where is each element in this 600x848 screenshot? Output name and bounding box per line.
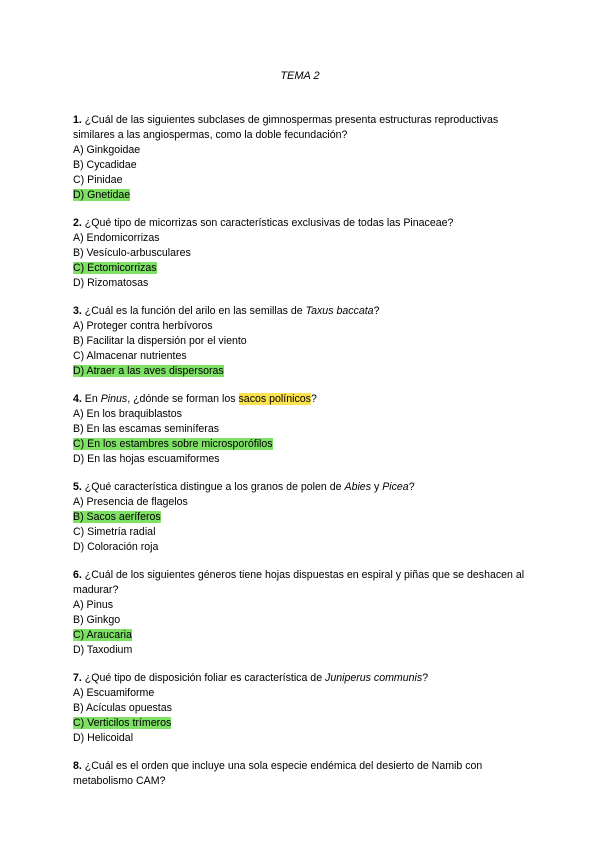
option-a: A) Endomicorrizas xyxy=(73,232,160,244)
option-c: C) Almacenar nutrientes xyxy=(73,350,187,362)
option-d-correct xyxy=(73,364,533,379)
question-number: 1. xyxy=(73,114,82,126)
question-text: 7. ¿Qué tipo de disposición foliar es característica de Juniperus communis? xyxy=(73,672,429,684)
question-3 xyxy=(73,304,533,379)
question-text: 1. ¿Cuál de las siguientes subclases de gimnospermas presenta estructuras reproductivas similares a las angiospermas, como la doble fecundación? xyxy=(73,114,499,141)
question-1 xyxy=(73,113,533,203)
option-b-correct xyxy=(73,510,533,525)
question-text: 8. ¿Cuál es el orden que incluye una sola especie endémica del desierto de Namib con metabolismo CAM? xyxy=(73,760,483,787)
option-b: B) Acículas opuestas xyxy=(73,702,172,714)
question-text: 6. ¿Cuál de los siguientes géneros tiene hojas dispuestas en espiral y piñas que se deshacen al madurar? xyxy=(73,569,525,596)
option-d: D) Helicoidal xyxy=(73,732,134,744)
option-c-correct xyxy=(73,716,533,731)
question-number: 2. xyxy=(73,217,82,229)
page-title: TEMA 2 xyxy=(280,70,320,82)
option-d: D) Rizomatosas xyxy=(73,277,149,289)
question-8 xyxy=(73,759,533,789)
option-b: B) Vesículo-arbusculares xyxy=(73,247,191,259)
correct-answer-highlight: B) Sacos aeríferos xyxy=(73,511,161,523)
option-b: B) En las escamas seminíferas xyxy=(73,423,220,435)
species-name: Taxus baccata xyxy=(305,305,374,317)
term-highlight: sacos polínicos xyxy=(238,393,311,405)
question-number: 5. xyxy=(73,481,82,493)
option-a: A) En los braquiblastos xyxy=(73,408,182,420)
option-b: B) Ginkgo xyxy=(73,614,121,626)
question-2 xyxy=(73,216,533,291)
question-number: 3. xyxy=(73,305,82,317)
option-a: A) Ginkgoidae xyxy=(73,144,141,156)
question-5 xyxy=(73,480,533,555)
genus-name: Abies xyxy=(344,481,371,493)
option-d: D) Taxodium xyxy=(73,644,133,656)
question-6 xyxy=(73,568,533,658)
option-c-correct xyxy=(73,628,533,643)
option-c-correct xyxy=(73,261,533,276)
correct-answer-highlight: C) Ectomicorrizas xyxy=(73,262,157,274)
question-text: 2. ¿Qué tipo de micorrizas son características exclusivas de todas las Pinaceae? xyxy=(73,217,454,229)
correct-answer-highlight: C) Verticilos trímeros xyxy=(73,717,172,729)
option-d: D) En las hojas escuamiformes xyxy=(73,453,220,465)
correct-answer-highlight: D) Gnetidae xyxy=(73,189,131,201)
option-b: B) Cycadidae xyxy=(73,159,137,171)
option-d: D) Coloración roja xyxy=(73,541,159,553)
genus-name: Pinus xyxy=(100,393,128,405)
option-c-correct xyxy=(73,437,533,452)
question-number: 8. xyxy=(73,760,82,772)
question-list xyxy=(73,113,533,802)
option-a: A) Escuamiforme xyxy=(73,687,155,699)
question-text: 4. En Pinus, ¿dónde se forman los sacos polínicos? xyxy=(73,393,317,405)
question-number: 7. xyxy=(73,672,82,684)
correct-answer-highlight: D) Atraer a las aves dispersoras xyxy=(73,365,224,377)
correct-answer-highlight: C) En los estambres sobre microsporófilos xyxy=(73,438,273,450)
option-a: A) Proteger contra herbívoros xyxy=(73,320,213,332)
genus-name: Picea xyxy=(382,481,409,493)
option-a: A) Presencia de flagelos xyxy=(73,496,188,508)
option-a: A) Pinus xyxy=(73,599,114,611)
option-c: C) Pinidae xyxy=(73,174,123,186)
question-4 xyxy=(73,392,533,467)
option-b: B) Facilitar la dispersión por el viento xyxy=(73,335,247,347)
question-text: 5. ¿Qué característica distingue a los granos de polen de Abies y Picea? xyxy=(73,481,415,493)
option-c: C) Simetría radial xyxy=(73,526,156,538)
question-number: 4. xyxy=(73,393,82,405)
question-text: 3. ¿Cuál es la función del arilo en las semillas de Taxus baccata? xyxy=(73,305,380,317)
question-7 xyxy=(73,671,533,746)
option-d-correct xyxy=(73,188,533,203)
correct-answer-highlight: C) Araucaria xyxy=(73,629,132,641)
species-name: Juniperus communis xyxy=(325,672,423,684)
question-number: 6. xyxy=(73,569,82,581)
